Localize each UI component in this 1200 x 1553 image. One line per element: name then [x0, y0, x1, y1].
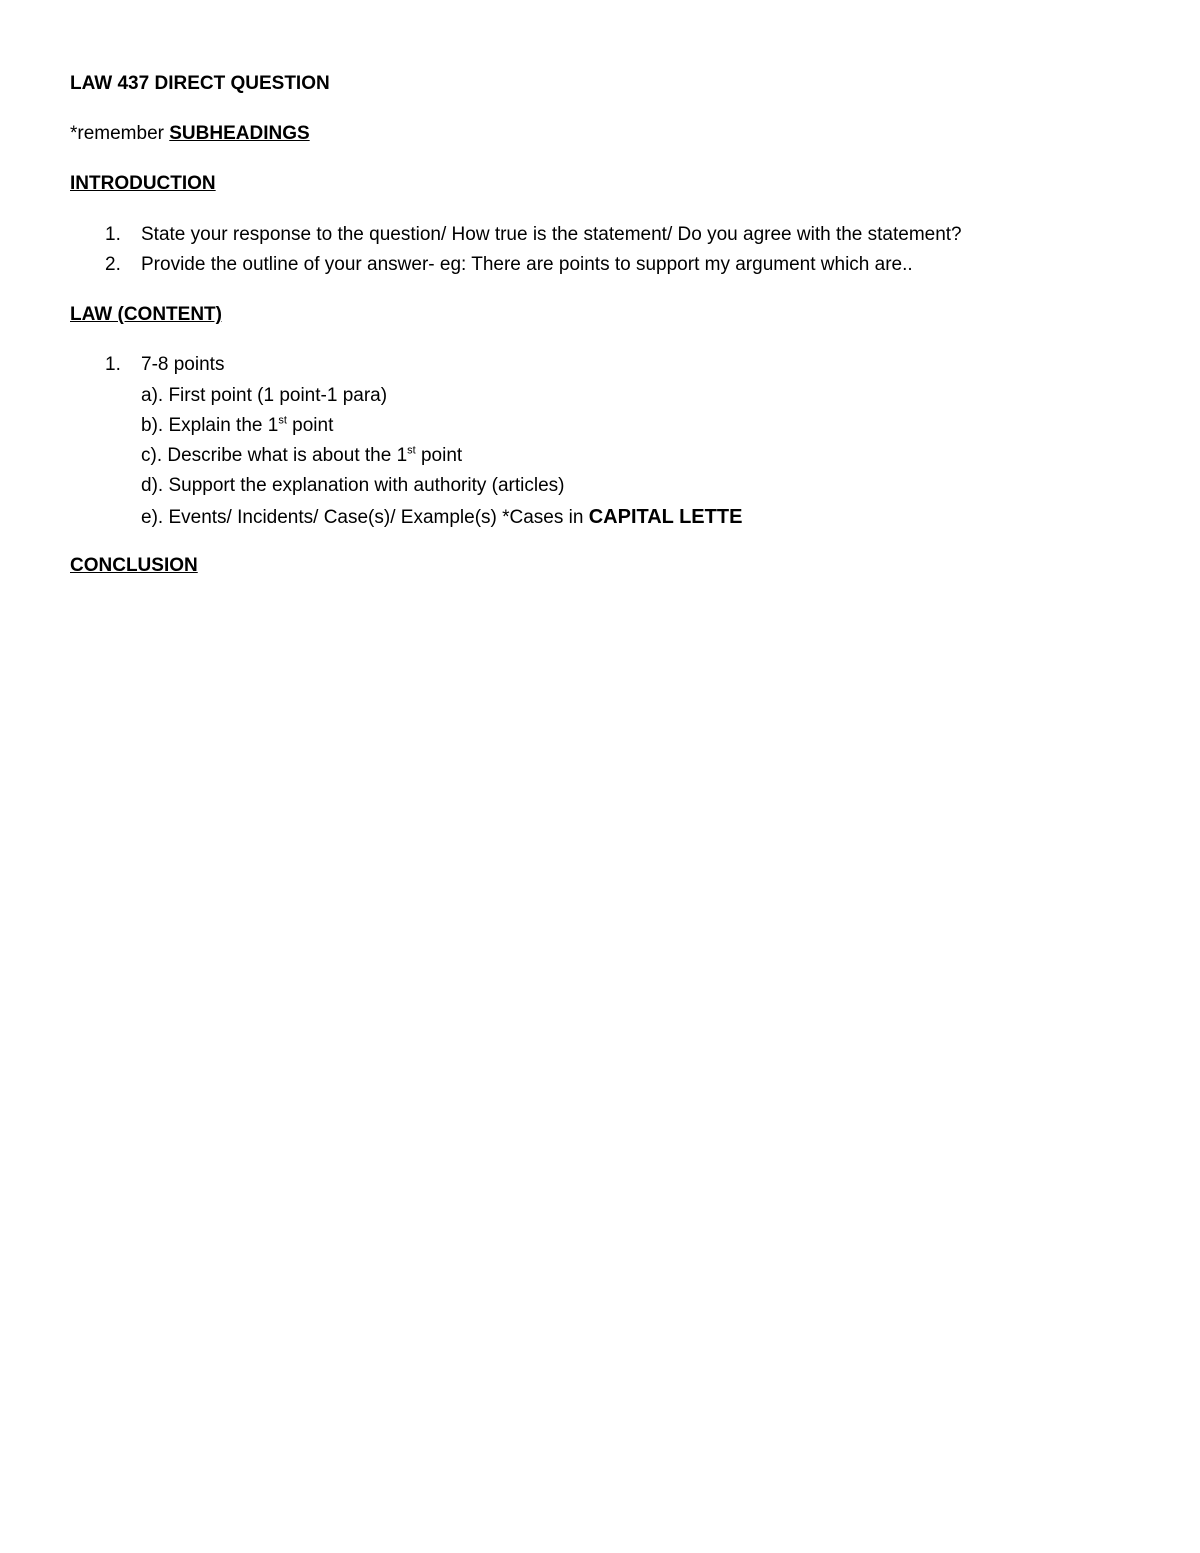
- sub-item-c: [141, 445, 462, 468]
- reminder-line: [70, 123, 310, 146]
- reminder-emphasis: SUBHEADINGS: [169, 123, 310, 144]
- sub-item-a: a). First point (1 point-1 para): [141, 385, 388, 406]
- law-content-heading: LAW (CONTENT): [70, 304, 222, 325]
- list-item-text: Provide the outline of your answer- eg: There are points to support my argument which are..: [141, 254, 913, 275]
- list-number: 1.: [105, 224, 121, 245]
- sub-item-b-tail: point: [286, 415, 334, 436]
- sub-item-b-superscript: st: [278, 414, 287, 427]
- sub-item-b: [141, 415, 333, 438]
- sub-item-c-superscript: st: [407, 444, 416, 457]
- reminder-prefix: *remember: [70, 123, 170, 144]
- sub-item-c-text: c). Describe what is about the 1: [141, 445, 408, 466]
- sub-item-d: d). Support the explanation with authority (articles): [141, 475, 565, 496]
- list-item-text: State your response to the question/ How true is the statement/ Do you agree with the statement?: [141, 224, 962, 245]
- document-title: LAW 437 DIRECT QUESTION: [70, 73, 330, 94]
- introduction-heading: INTRODUCTION: [70, 173, 216, 194]
- sub-item-e: [141, 505, 742, 530]
- sub-item-c-tail: point: [415, 445, 463, 466]
- sub-item-e-text: e). Events/ Incidents/ Case(s)/ Example(s) *Cases in: [141, 507, 589, 528]
- sub-item-e-emphasis: CAPITAL LETTE: [588, 506, 743, 528]
- list-number: 1.: [105, 354, 121, 375]
- list-number: 2.: [105, 254, 121, 275]
- sub-item-b-text: b). Explain the 1: [141, 415, 279, 436]
- conclusion-heading: CONCLUSION: [70, 555, 198, 576]
- list-item-text: 7-8 points: [141, 354, 225, 375]
